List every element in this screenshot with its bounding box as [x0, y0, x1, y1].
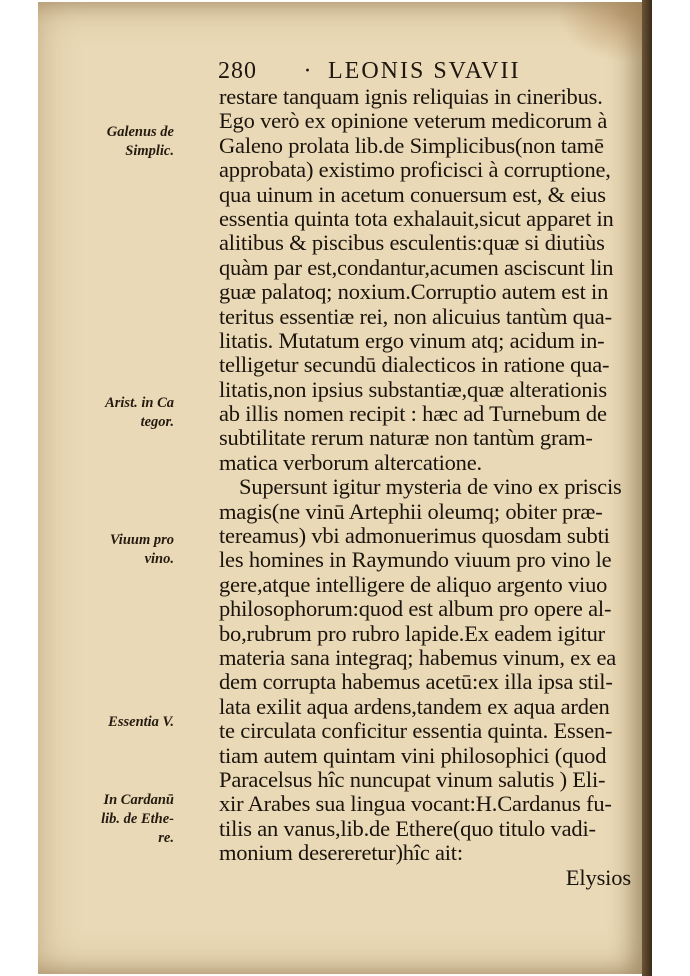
text-line: quàm par est,condantur,acumen asciscunt lin [219, 254, 614, 280]
margin-note-line: vino. [144, 551, 174, 567]
text-line: telligetur secundū dialecticos in ratione qua- [219, 352, 610, 378]
text-line: dem corrupta habemus acetū:ex illa ipsa stil- [219, 669, 613, 695]
text-line: matica verborum altercatione. [219, 449, 482, 475]
text-line: tiam autem quintam vini philosophici (quod [219, 742, 607, 768]
margin-note-line: Simplic. [125, 143, 174, 159]
text-line: tereamus) vbi admonuerimus quosdam subti [219, 523, 610, 549]
text-line: essentia quinta tota exhalauit,sicut apparet in [219, 205, 614, 231]
text-line: Paracelsus hîc nuncupat vinum salutis ) Eli- [219, 766, 606, 792]
text-line: gere,atque intelligere de aliquo argento viuo [219, 571, 608, 597]
text-line: Ego verò ex opinione veterum medicorum à [219, 108, 608, 134]
margin-note-line: In Cardanū [103, 792, 174, 808]
text-line: lata exilit aqua ardens,tandem ex aqua arden [219, 693, 610, 719]
margin-note-line: lib. de Ethe- [101, 811, 174, 827]
text-line: materia sana integraq; habemus vinum, ex ea [219, 644, 617, 670]
running-title: LEONIS SVAVII [328, 58, 521, 84]
text-line: restare tanquam ignis reliquias in cineribus. [219, 84, 603, 109]
margin-note-line: re. [158, 830, 174, 846]
page-number: 280 [218, 58, 257, 84]
text-line: tilis an vanus,lib.de Ethere(quo titulo vadi- [219, 815, 596, 841]
page-stain [558, 2, 650, 62]
text-line: teritus essentiæ rei, non alicuius tantùm qua- [219, 303, 612, 329]
margin-note-line: Viuum pro [109, 532, 174, 548]
text-line: qua uinum in acetum conuersum est, & eius [219, 181, 606, 207]
text-line: approbata) existimo proficisci à corruptione, [219, 157, 611, 183]
text-line: te circulata conficitur essentia quinta. Essen- [219, 718, 613, 744]
text-line: bo,rubrum pro rubro lapide.Ex eadem igitur [219, 620, 605, 646]
margin-note-line: Galenus de [106, 124, 174, 140]
margin-note-essentia [82, 713, 174, 732]
text-line: ab illis nomen recipit : hæc ad Turnebum de [219, 401, 607, 427]
text-line: monium desereretur)hîc ait: [219, 840, 463, 866]
margin-note-viuum [82, 531, 174, 569]
text-line: magis(ne vinū Artephii oleumq; obiter præ- [219, 498, 603, 524]
margin-note-line: Essentia V. [108, 714, 174, 730]
text-line-indented: Supersunt igitur mysteria de vino ex priscis [239, 474, 622, 500]
margin-note-arist [82, 394, 174, 432]
text-line: litatis. Mutatum ergo vinum atq; acidum in- [219, 327, 605, 353]
text-line: Galeno prolata lib.de Simplicibus(non tamē [219, 132, 604, 158]
text-line: alitibus & piscibus esculentis:quæ si diutiùs [219, 230, 605, 256]
text-line: les homines in Raymundo viuum pro vino le [219, 547, 612, 573]
text-line: xir Arabes sua lingua vocant:H.Cardanus fu- [219, 791, 612, 817]
text-line: philosophorum:quod est album pro opere al- [219, 596, 612, 622]
text-line: subtilitate rerum naturæ non tantùm gram- [219, 425, 593, 451]
text-line: guæ palatoq; noxium.Corruptio autem est in [219, 279, 609, 305]
margin-note-cardanus [82, 791, 174, 848]
margin-note-line: tegor. [140, 414, 174, 430]
margin-note-line: Arist. in Ca [105, 395, 174, 411]
running-header [218, 58, 520, 85]
text-line: litatis,non ipsius substantiæ,quæ alterationis [219, 376, 607, 402]
book-page [38, 2, 650, 974]
body-text [219, 85, 639, 890]
header-dot: · [303, 58, 313, 84]
catchword: Elysios [565, 864, 631, 890]
margin-note-galenus [82, 123, 174, 161]
book-spine-shadow [642, 0, 652, 976]
